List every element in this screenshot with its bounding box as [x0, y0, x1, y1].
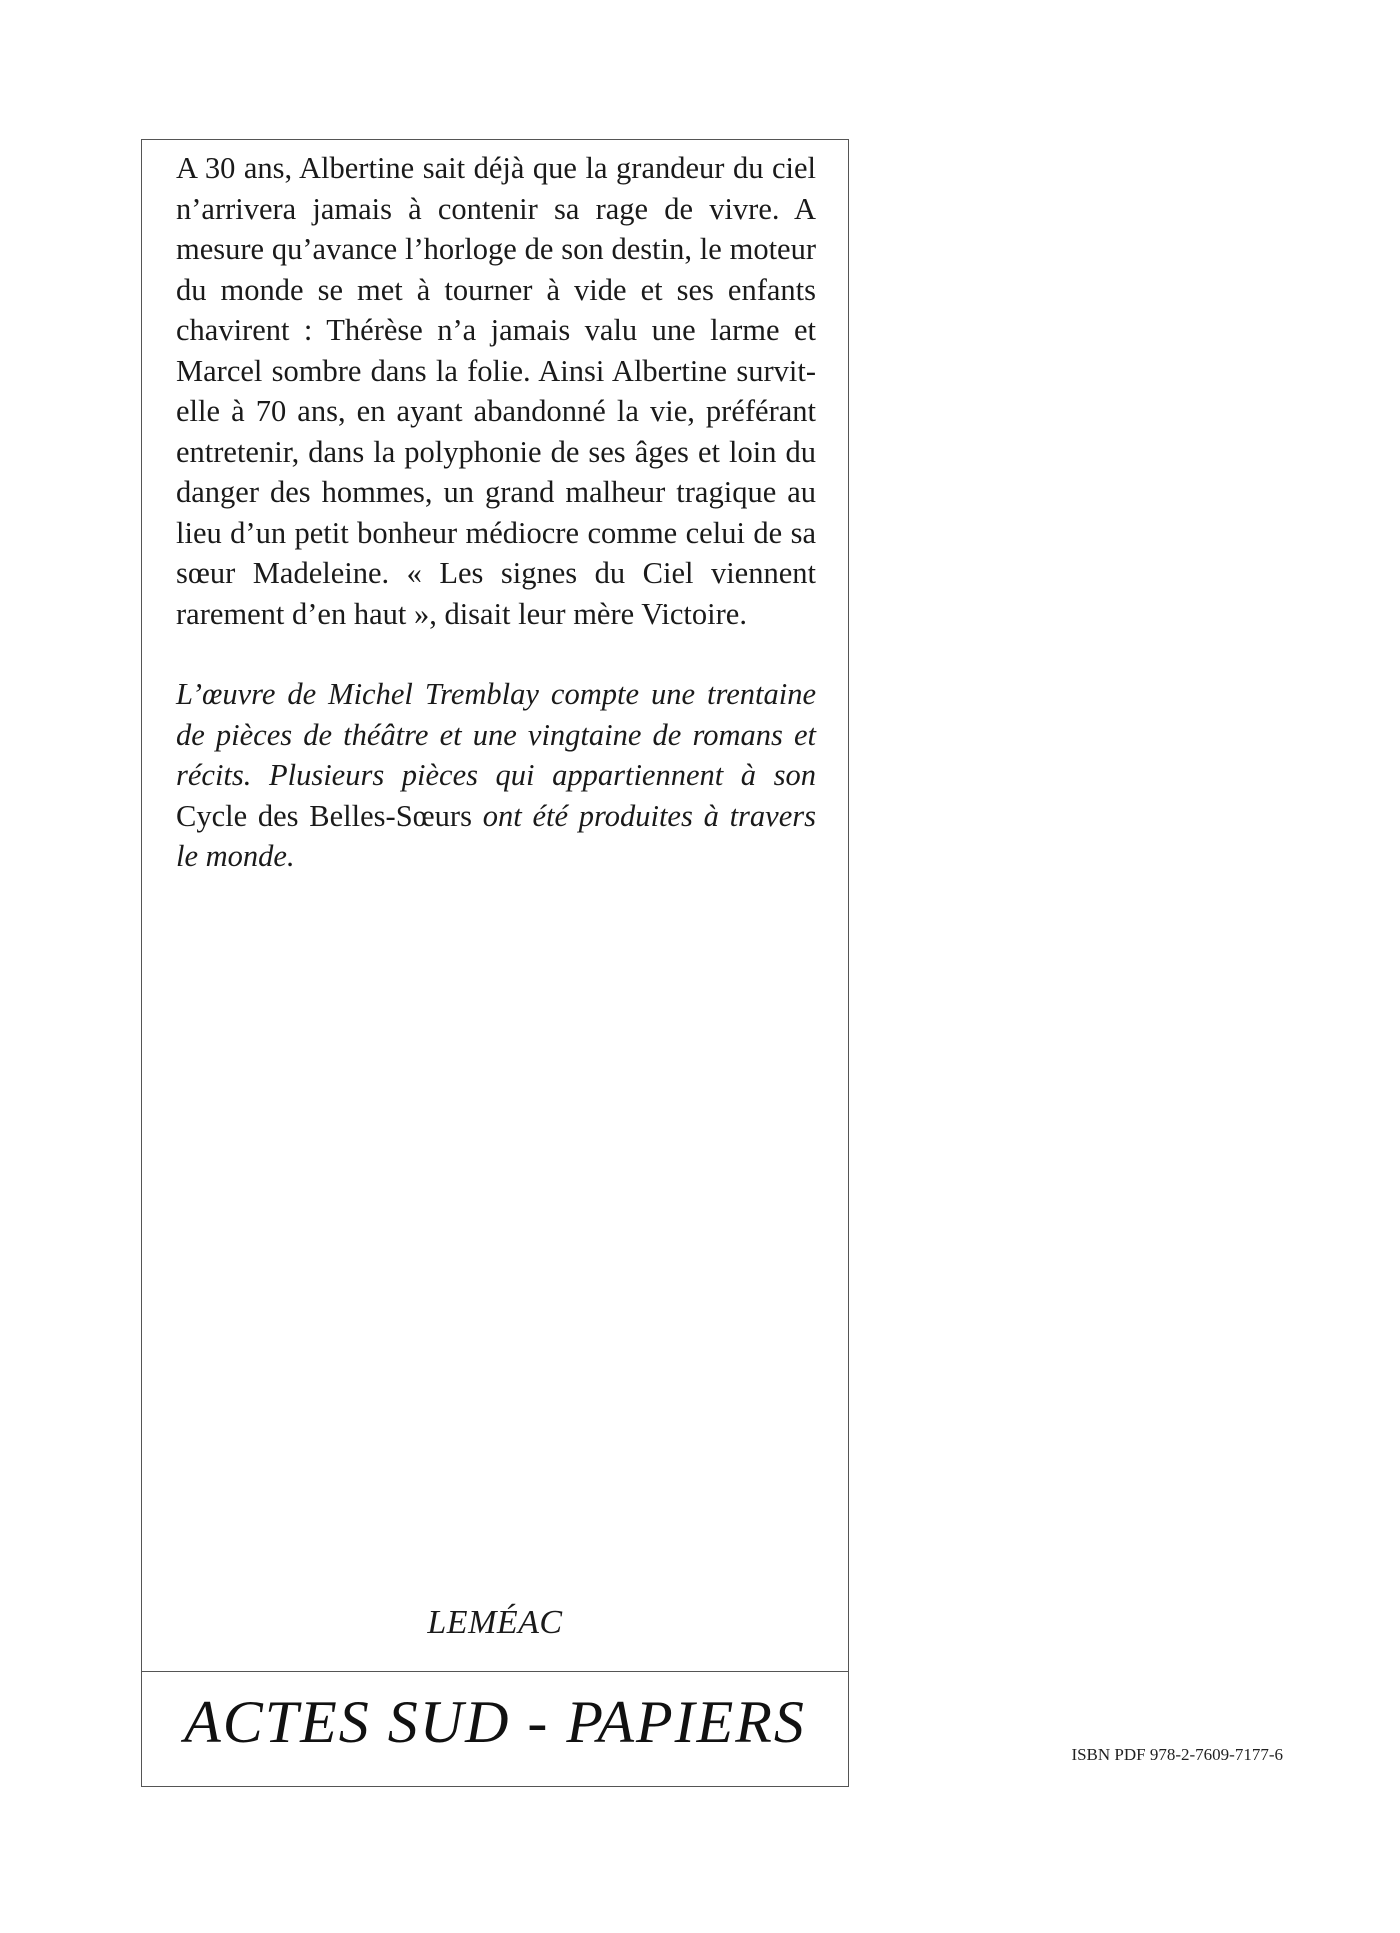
divider-line — [142, 1671, 848, 1672]
author-bio-text-end: ont été produites à travers le monde. — [176, 798, 816, 873]
author-bio-paragraph — [176, 674, 816, 877]
isbn-number: ISBN PDF 978-2-7609-7177-6 — [1071, 1745, 1283, 1764]
collection-logo: ACTES SUD - PAPIERS — [184, 1689, 806, 1755]
back-cover-frame — [141, 139, 849, 1787]
publisher-name: LEMÉAC — [427, 1604, 563, 1641]
cycle-title: Cycle des Belles-Sœurs — [176, 798, 472, 833]
text-block — [176, 148, 816, 877]
synopsis-paragraph: A 30 ans, Albertine sait déjà que la grandeur du ciel n’arrivera jamais à contenir sa rage de vivre. A mesure qu’avance l’horloge de son destin, le moteur du monde se met à tourner à vide et ses enfants chavirent : Thérèse n’a jamais valu une larme et Marcel sombre dans la folie. Ainsi Albertine survit-elle à 70 ans, en ayant abandonné la vie, préférant entretenir, dans la polyphonie de ses âges et loin du danger des hommes, un grand malheur tragique au lieu d’un petit bonheur médiocre comme celui de sa sœur Madeleine. « Les signes du Ciel viennent rarement d’en haut », disait leur mère Victoire. — [176, 151, 816, 631]
author-bio-text: L’œuvre de Michel Tremblay compte une trentaine de pièces de théâtre et une vingtaine de romans et récits. Plusieurs pièces qui appartiennent à son — [176, 677, 816, 792]
